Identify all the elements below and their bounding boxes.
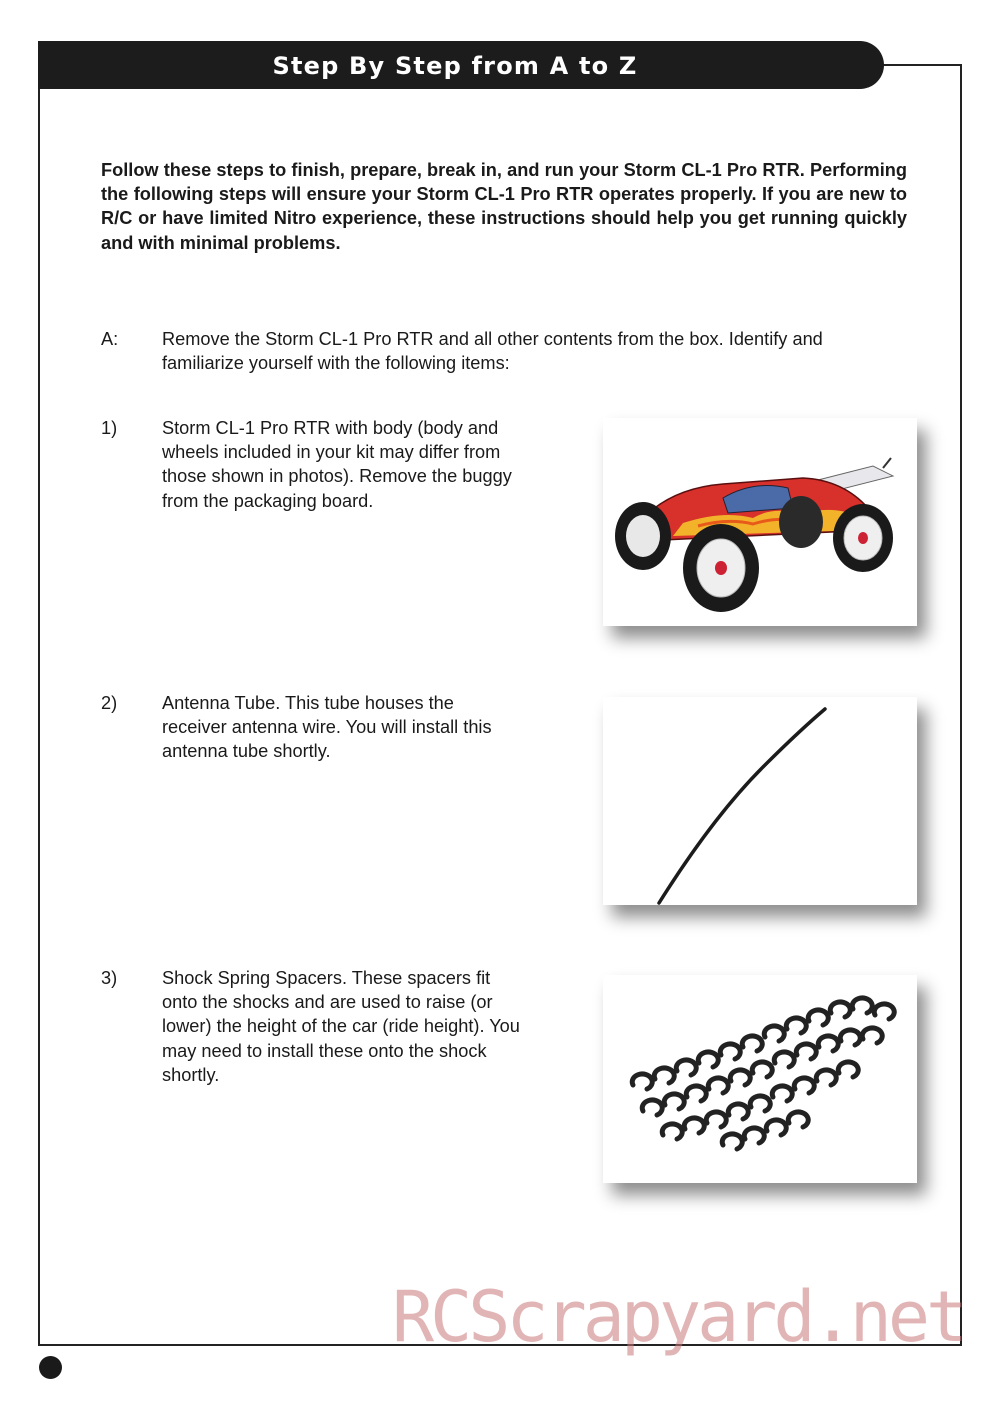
antenna-tube-photo <box>603 697 917 905</box>
page-number-dot <box>39 1356 62 1379</box>
step-a-marker: A: <box>101 329 119 349</box>
item-2-marker: 2) <box>101 693 118 713</box>
item-3-text: Shock Spring Spacers. These spacers fit onto the shocks and are used to raise (or lower) the height of the car (ride height). You may need to install these onto the shock shortly. <box>162 968 520 1085</box>
page-title: Step By Step from A to Z <box>272 52 638 80</box>
shock-spacers-photo <box>603 975 917 1183</box>
intro-paragraph: Follow these steps to finish, prepare, break in, and run your Storm CL-1 Pro RTR. Performing the following steps will ensure your Storm CL-1 Pro RTR operates properly. If you are new to R/C or have limited Nitro experience, these instructions should help you get running quickly and with minimal problems. <box>101 160 907 253</box>
item-2-text: Antenna Tube. This tube houses the receiver antenna wire. You will install this antenna tube shortly. <box>162 693 492 762</box>
step-a-text: Remove the Storm CL-1 Pro RTR and all other contents from the box. Identify and familiarize yourself with the following items: <box>162 329 823 374</box>
rc-buggy-photo <box>603 418 917 626</box>
watermark-text: RCScrapyard.net <box>392 1276 965 1358</box>
item-3-marker: 3) <box>101 968 118 988</box>
item-1-text: Storm CL-1 Pro RTR with body (body and wheels included in your kit may differ from those shown in photos). Remove the buggy from the packaging board. <box>162 418 512 511</box>
item-1-marker: 1) <box>101 418 118 438</box>
